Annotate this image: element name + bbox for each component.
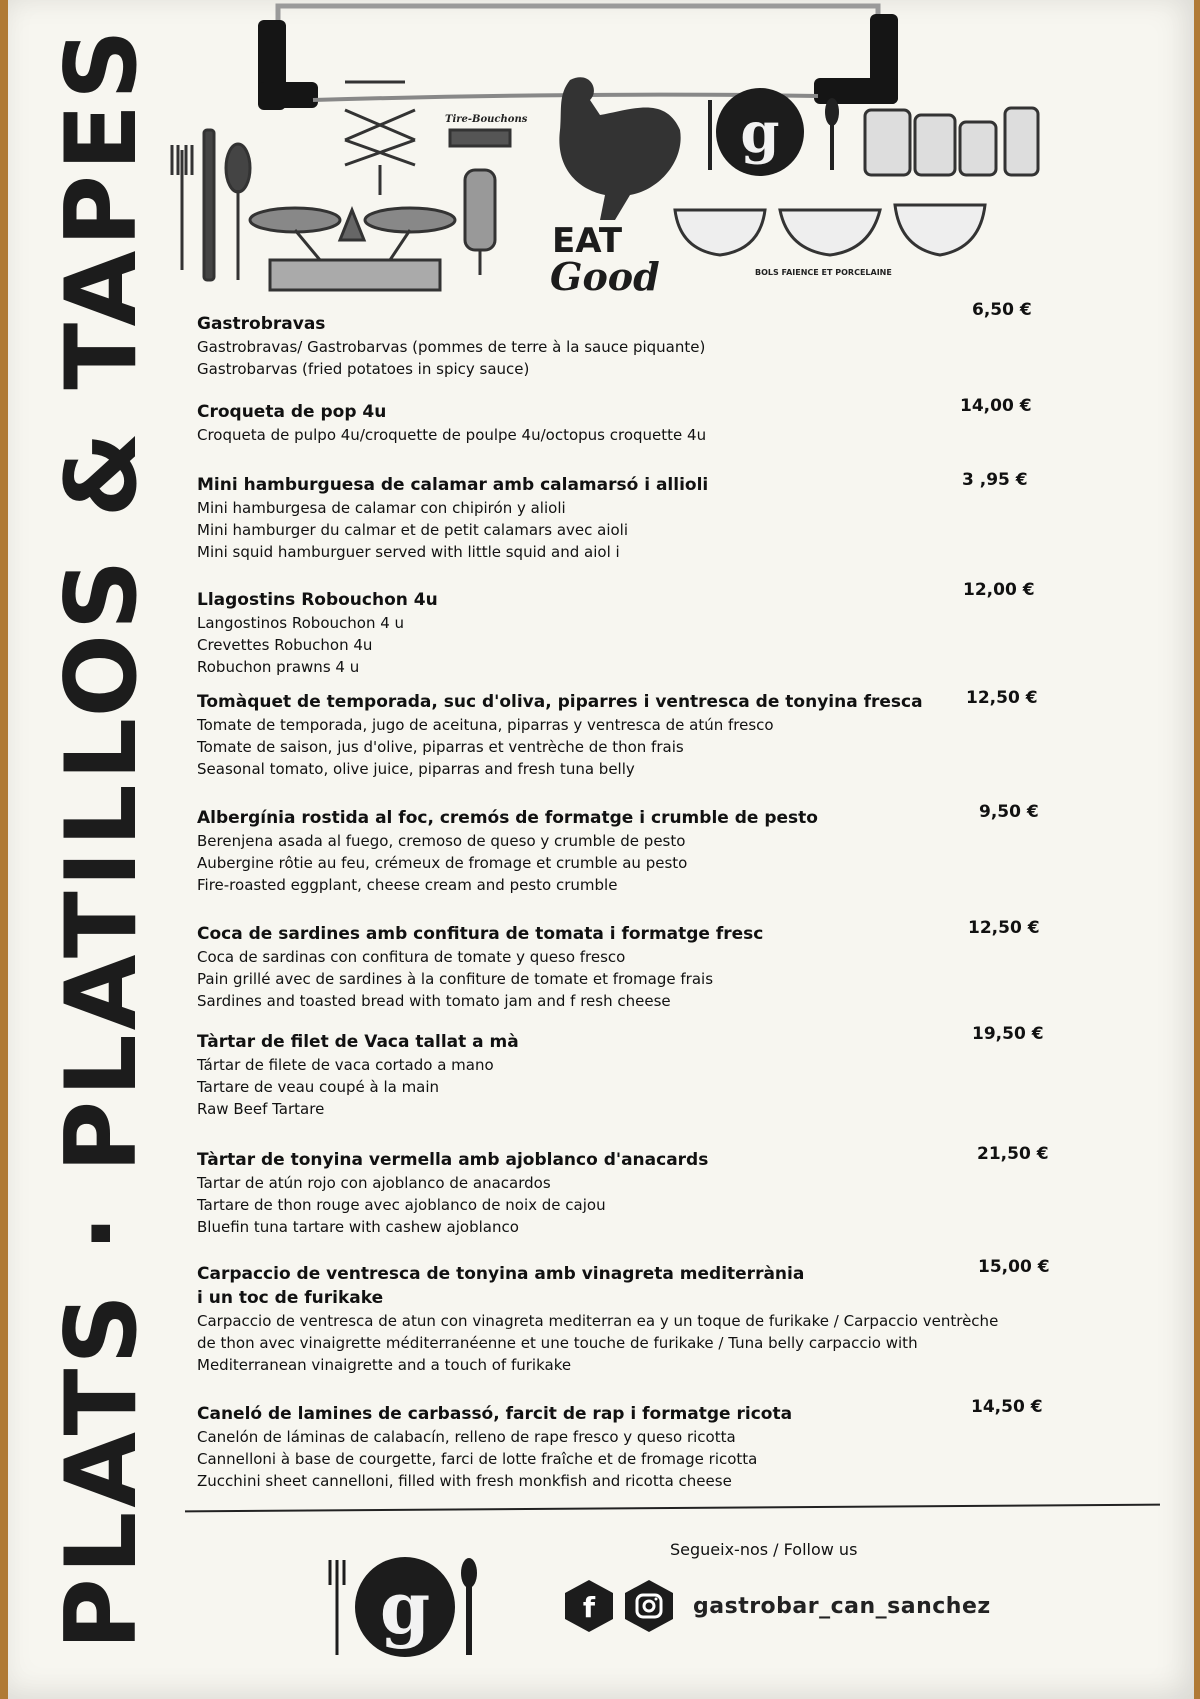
menu-item-price: 3 ,95 € <box>962 470 1028 490</box>
menu-item-title: Coca de sardines amb confitura de tomata i formatge fresc <box>197 924 764 944</box>
menu-item-description: Raw Beef Tartare <box>197 1100 325 1118</box>
footer-logo <box>325 1555 485 1665</box>
menu-item-price: 12,50 € <box>966 688 1038 708</box>
svg-text:g: g <box>740 100 780 166</box>
menu-item-description: Tomate de temporada, jugo de aceituna, piparras y ventresca de atún fresco <box>197 716 774 734</box>
header-illustration <box>160 70 1140 310</box>
menu-item-description: Langostinos Robouchon 4 u <box>197 614 405 632</box>
menu-item-description: Bluefin tuna tartare with cashew ajoblanco <box>197 1218 519 1236</box>
menu-item-price: 14,50 € <box>971 1397 1043 1417</box>
menu-item <box>197 1030 1057 1120</box>
logo-letter: g <box>379 1565 431 1650</box>
menu-item-description: Pain grillé avec de sardines à la confiture de tomate et fromage frais <box>197 970 714 988</box>
menu-item-description: Coca de sardinas con confitura de tomate y queso fresco <box>197 948 626 966</box>
menu-item-description: Tomate de saison, jus d'olive, piparras et ventrèche de thon frais <box>197 738 684 756</box>
menu-item-description: Gastrobravas/ Gastrobarvas (pommes de terre à la sauce piquante) <box>197 338 706 356</box>
menu-item <box>197 473 1057 563</box>
instagram-icon[interactable] <box>625 1580 673 1632</box>
facebook-icon[interactable] <box>565 1580 613 1632</box>
menu-item-description: Tartar de atún rojo con ajoblanco de anacardos <box>197 1174 551 1192</box>
eat-text: EAT <box>552 221 623 261</box>
menu-item-description: Canelón de láminas de calabacín, relleno de rape fresco y queso ricotta <box>197 1428 736 1446</box>
menu-item-title: Carpaccio de ventresca de tonyina amb vinagreta mediterrània <box>197 1264 805 1284</box>
menu-item <box>197 312 1057 380</box>
menu-item <box>197 922 1057 1012</box>
menu-item-description: Carpaccio de ventresca de atun con vinagreta mediterran ea y un toque de furikake / Carpaccio ventrèche <box>197 1312 999 1330</box>
menu-item-description: Mini hamburger du calmar et de petit calamars avec aioli <box>197 521 629 539</box>
menu-item-description: Mini squid hamburguer served with little squid and aiol i <box>197 543 620 561</box>
menu-item-description: Mediterranean vinaigrette and a touch of furikake <box>197 1356 572 1374</box>
menu-item-title-continued: i un toc de furikake <box>197 1288 384 1308</box>
menu-item <box>197 690 1057 780</box>
scale-icon <box>250 208 455 290</box>
menu-item-description: Croqueta de pulpo 4u/croquette de poulpe 4u/octopus croquette 4u <box>197 426 707 444</box>
menu-item-description: Fire-roasted eggplant, cheese cream and pesto crumble <box>197 876 618 894</box>
menu-item-price: 12,00 € <box>963 580 1035 600</box>
menu-item-price: 6,50 € <box>972 300 1032 320</box>
menu-item-description: Mini hamburgesa de calamar con chipirón y alioli <box>197 499 566 517</box>
menu-item-description: Aubergine rôtie au feu, crémeux de fromage et crumble au pesto <box>197 854 688 872</box>
menu-item-title: Croqueta de pop 4u <box>197 402 387 422</box>
spoon-icon <box>461 1558 477 1655</box>
menu-item <box>197 806 1057 896</box>
menu-item-description: Berenjena asada al fuego, cremoso de queso y crumble de pesto <box>197 832 686 850</box>
menu-item-title: Tàrtar de tonyina vermella amb ajoblanco d'anacards <box>197 1150 709 1170</box>
menu-item-description: Gastrobarvas (fried potatoes in spicy sauce) <box>197 360 530 378</box>
bowls-icon <box>675 205 985 255</box>
logo-icon <box>710 88 839 176</box>
menu-item <box>197 1148 1057 1238</box>
side-title: PLATS · PLATILLOS & TAPES <box>45 25 159 1650</box>
menu-item-description: Robuchon prawns 4 u <box>197 658 360 676</box>
menu-item-title: Mini hamburguesa de calamar amb calamarsó i allioli <box>197 475 709 495</box>
rooster-icon <box>559 77 680 220</box>
menu-item-description: Tártar de filete de vaca cortado a mano <box>197 1056 494 1074</box>
good-text: Good <box>550 254 660 299</box>
menu-item-title: Gastrobravas <box>197 314 326 334</box>
menu-item <box>197 1402 1057 1492</box>
menu-item-description: Crevettes Robuchon 4u <box>197 636 373 654</box>
menu-item <box>197 1262 1057 1376</box>
menu-item-description: Zucchini sheet cannelloni, filled with fresh monkfish and ricotta cheese <box>197 1472 732 1490</box>
cutlery-icon <box>172 130 250 280</box>
menu-item-price: 14,00 € <box>960 396 1032 416</box>
menu-item-price: 21,50 € <box>977 1144 1049 1164</box>
social-links <box>565 1580 991 1632</box>
menu-item-title: Caneló de lamines de carbassó, farcit de rap i formatge ricota <box>197 1404 793 1424</box>
bols-caption: BOLS FAIENCE ET PORCELAINE <box>755 268 892 277</box>
menu-item-title: Tomàquet de temporada, suc d'oliva, piparres i ventresca de tonyina fresca <box>197 692 923 712</box>
menu-item <box>197 400 1057 446</box>
svg-text:f: f <box>582 1591 596 1624</box>
jars-icon <box>865 108 1038 175</box>
tire-bouchons-caption: Tire-Bouchons <box>445 114 528 125</box>
menu-item-price: 15,00 € <box>978 1257 1050 1277</box>
menu-item-description: Tartare de thon rouge avec ajoblanco de noix de cajou <box>197 1196 606 1214</box>
menu-item-description: Sardines and toasted bread with tomato jam and f resh cheese <box>197 992 671 1010</box>
follow-us-text: Segueix-nos / Follow us <box>670 1540 858 1559</box>
menu-item-price: 12,50 € <box>968 918 1040 938</box>
corkscrew-icon <box>345 82 510 275</box>
menu-item-price: 9,50 € <box>979 802 1039 822</box>
menu-item-title: Tàrtar de filet de Vaca tallat a mà <box>197 1032 519 1052</box>
instagram-handle[interactable]: gastrobar_can_sanchez <box>693 1593 991 1619</box>
menu-item <box>197 588 1057 678</box>
menu-item-description: Tartare de veau coupé à la main <box>197 1078 440 1096</box>
menu-item-price: 19,50 € <box>972 1024 1044 1044</box>
menu-item-description: Seasonal tomato, olive juice, piparras and fresh tuna belly <box>197 760 635 778</box>
menu-item-title: Albergínia rostida al foc, cremós de formatge i crumble de pesto <box>197 808 818 828</box>
menu-item-title: Llagostins Robouchon 4u <box>197 590 438 610</box>
menu-item-description: Cannelloni à base de courgette, farci de lotte fraîche et de fromage ricotta <box>197 1450 758 1468</box>
menu-item-description: de thon avec vinaigrette méditerranéenne et une touche de furikake / Tuna belly carpaccio with <box>197 1334 918 1352</box>
fork-icon <box>330 1560 344 1655</box>
